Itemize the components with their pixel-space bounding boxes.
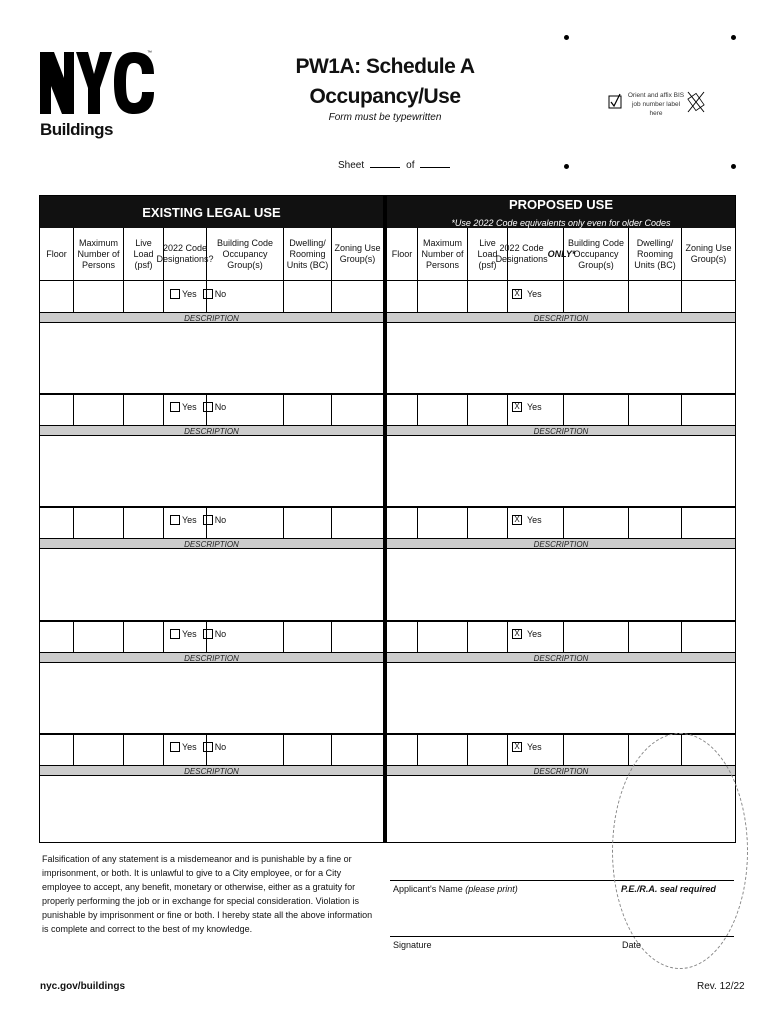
yes-checkbox-checked[interactable]: X xyxy=(512,742,522,752)
yes-label: Yes xyxy=(527,289,542,299)
proposed-occupancy-group-cell[interactable] xyxy=(564,620,629,652)
proposed-live-load-cell[interactable] xyxy=(468,280,508,312)
existing-designation-checkboxes xyxy=(170,402,226,412)
proposed-floor-cell[interactable] xyxy=(387,393,418,425)
no-label: No xyxy=(214,289,227,299)
proposed-designation-checkbox xyxy=(512,402,542,412)
existing-dwelling-units-cell[interactable] xyxy=(284,280,332,312)
yes-label: Yes xyxy=(182,402,197,412)
logo-buildings-text: Buildings xyxy=(40,120,113,139)
no-checkbox[interactable] xyxy=(203,629,213,639)
proposed-max-persons-cell[interactable] xyxy=(418,733,468,765)
existing-max-persons-cell[interactable] xyxy=(74,280,124,312)
no-checkbox[interactable] xyxy=(203,742,213,752)
proposed-description-area[interactable] xyxy=(387,663,735,723)
proposed-live-load-cell[interactable] xyxy=(468,620,508,652)
yes-checkbox[interactable] xyxy=(170,742,180,752)
proposed-occupancy-group-cell[interactable] xyxy=(564,280,629,312)
registration-dot xyxy=(564,164,569,169)
existing-description-area[interactable] xyxy=(40,549,383,609)
proposed-description-area[interactable] xyxy=(387,549,735,609)
yes-label: Yes xyxy=(182,629,197,639)
proposed-description-label: DESCRIPTION xyxy=(387,425,735,436)
proposed-floor-cell[interactable] xyxy=(387,733,418,765)
existing-floor-cell[interactable] xyxy=(40,506,74,538)
existing-description-area[interactable] xyxy=(40,776,383,836)
proposed-col-dwelling-units: Dwelling/ Rooming Units (BC) xyxy=(629,228,682,280)
existing-live-load-cell[interactable] xyxy=(124,506,164,538)
yes-label: Yes xyxy=(527,402,542,412)
existing-zoning-group-cell[interactable] xyxy=(332,280,383,312)
no-checkbox[interactable] xyxy=(203,289,213,299)
existing-dwelling-units-cell[interactable] xyxy=(284,393,332,425)
proposed-max-persons-cell[interactable] xyxy=(418,620,468,652)
proposed-zoning-group-cell[interactable] xyxy=(682,393,735,425)
no-label: No xyxy=(214,629,227,639)
of-label: of xyxy=(406,160,415,171)
existing-description-label: DESCRIPTION xyxy=(40,538,383,549)
date-label: Date xyxy=(622,940,642,950)
proposed-zoning-group-cell[interactable] xyxy=(682,506,735,538)
existing-use-heading: EXISTING LEGAL USE xyxy=(142,205,281,220)
proposed-zoning-group-cell[interactable] xyxy=(682,280,735,312)
existing-max-persons-cell[interactable] xyxy=(74,620,124,652)
trademark-symbol: ™ xyxy=(147,50,152,56)
title-line-1: PW1A: Schedule A xyxy=(295,55,475,78)
existing-designation-checkboxes xyxy=(170,742,226,752)
proposed-description-area[interactable] xyxy=(387,323,735,383)
existing-designation-checkboxes xyxy=(170,629,226,639)
existing-live-load-cell[interactable] xyxy=(124,620,164,652)
applicant-name-text: Applicant's Name xyxy=(393,884,463,894)
yes-checkbox-checked[interactable]: X xyxy=(512,289,522,299)
sheet-field[interactable] xyxy=(370,167,400,168)
existing-designation-checkboxes xyxy=(170,289,226,299)
existing-live-load-cell[interactable] xyxy=(124,280,164,312)
yes-checkbox[interactable] xyxy=(170,629,180,639)
proposed-max-persons-cell[interactable] xyxy=(418,280,468,312)
form-title xyxy=(270,52,500,112)
registration-dot xyxy=(731,164,736,169)
seal-required-label: P.E./R.A. seal required xyxy=(621,884,716,894)
yes-checkbox[interactable] xyxy=(170,402,180,412)
existing-col-live-load: Live Load (psf) xyxy=(124,228,164,280)
only-emphasis: ONLY* xyxy=(547,248,576,259)
existing-col-zoning-group: Zoning Use Group(s) xyxy=(334,243,381,264)
seal-circle xyxy=(612,733,748,969)
existing-max-persons-cell[interactable] xyxy=(74,506,124,538)
signature-label: Signature xyxy=(393,940,432,950)
yes-checkbox-checked[interactable]: X xyxy=(512,515,522,525)
occupancy-table xyxy=(39,195,736,843)
existing-max-persons-cell[interactable] xyxy=(74,733,124,765)
existing-description-label: DESCRIPTION xyxy=(40,425,383,436)
no-label: No xyxy=(214,515,227,525)
proposed-live-load-cell[interactable] xyxy=(468,393,508,425)
proposed-occupancy-group-cell[interactable] xyxy=(564,733,629,765)
existing-description-label: DESCRIPTION xyxy=(40,652,383,663)
proposed-dwelling-units-cell[interactable] xyxy=(629,393,682,425)
existing-col-max-persons: Maximum Number of Persons xyxy=(74,228,124,280)
proposed-description-label: DESCRIPTION xyxy=(387,538,735,549)
title-line-2: Occupancy/Use xyxy=(309,85,461,108)
proposed-live-load-cell[interactable] xyxy=(468,733,508,765)
existing-description-area[interactable] xyxy=(40,663,383,723)
proposed-floor-cell[interactable] xyxy=(387,280,418,312)
proposed-use-heading: PROPOSED USE xyxy=(508,197,614,212)
signature-line[interactable] xyxy=(390,936,734,937)
existing-live-load-cell[interactable] xyxy=(124,733,164,765)
proposed-dwelling-units-cell[interactable] xyxy=(629,280,682,312)
existing-floor-cell[interactable] xyxy=(40,733,74,765)
proposed-col-live-load: Live Load (psf) xyxy=(468,228,508,280)
existing-description-label: DESCRIPTION xyxy=(40,312,383,323)
proposed-designation-checkbox xyxy=(512,629,542,639)
existing-zoning-group-cell[interactable] xyxy=(332,733,383,765)
existing-live-load-cell[interactable] xyxy=(124,393,164,425)
yes-checkbox-checked[interactable]: X xyxy=(512,402,522,412)
no-checkbox[interactable] xyxy=(203,402,213,412)
applicant-name-label xyxy=(393,884,518,894)
applicant-name-hint: (please print) xyxy=(465,884,518,894)
proposed-zoning-group-cell[interactable] xyxy=(682,620,735,652)
proposed-live-load-cell[interactable] xyxy=(468,506,508,538)
proposed-dwelling-units-cell[interactable] xyxy=(629,506,682,538)
yes-label: Yes xyxy=(527,629,542,639)
proposed-designation-checkbox xyxy=(512,742,542,752)
website-link[interactable]: nyc.gov/buildings xyxy=(40,981,126,992)
proposed-max-persons-cell[interactable] xyxy=(418,393,468,425)
existing-max-persons-cell[interactable] xyxy=(74,393,124,425)
existing-floor-cell[interactable] xyxy=(40,280,74,312)
proposed-designation-checkbox xyxy=(512,289,542,299)
yes-label: Yes xyxy=(527,515,542,525)
existing-zoning-group-cell[interactable] xyxy=(332,506,383,538)
nyc-logo xyxy=(40,48,155,118)
proposed-col-zoning-group: Zoning Use Group(s) xyxy=(685,243,732,264)
label-instruction: Orient and affix BIS job number label here xyxy=(627,92,685,117)
form-subtitle: Form must be typewritten xyxy=(328,112,442,123)
sheet-number xyxy=(338,160,456,171)
registration-dot xyxy=(731,35,736,40)
existing-description-area[interactable] xyxy=(40,436,383,496)
sheet-label: Sheet xyxy=(338,160,365,171)
existing-use-heading-bar xyxy=(40,196,383,228)
sheet-total-field[interactable] xyxy=(420,167,450,168)
yes-checkbox[interactable] xyxy=(170,515,180,525)
proposed-floor-cell[interactable] xyxy=(387,620,418,652)
existing-col-code-designations: 2022 Code Designations? xyxy=(164,228,207,280)
existing-dwelling-units-cell[interactable] xyxy=(284,733,332,765)
yes-label: Yes xyxy=(182,515,197,525)
proposed-designation-checkbox xyxy=(512,515,542,525)
no-checkbox[interactable] xyxy=(203,515,213,525)
proposed-col-floor: Floor xyxy=(387,228,418,280)
existing-zoning-group-cell[interactable] xyxy=(332,393,383,425)
yes-label: Yes xyxy=(182,289,197,299)
existing-description-label: DESCRIPTION xyxy=(40,765,383,776)
proposed-occupancy-group-cell[interactable] xyxy=(564,506,629,538)
proposed-col-code-designations: 2022 Code Designations ONLY* xyxy=(508,228,564,280)
yes-label: Yes xyxy=(182,742,197,752)
no-label: No xyxy=(214,402,227,412)
proposed-floor-cell[interactable] xyxy=(387,506,418,538)
existing-col-occupancy-group: Building Code Occupancy Group(s) xyxy=(207,228,284,280)
existing-description-area[interactable] xyxy=(40,323,383,383)
proposed-max-persons-cell[interactable] xyxy=(418,506,468,538)
yes-checkbox[interactable] xyxy=(170,289,180,299)
proposed-dwelling-units-cell[interactable] xyxy=(629,620,682,652)
yes-label: Yes xyxy=(527,742,542,752)
proposed-description-label: DESCRIPTION xyxy=(387,765,735,776)
no-label: No xyxy=(214,742,227,752)
existing-dwelling-units-cell[interactable] xyxy=(284,506,332,538)
existing-dwelling-units-cell[interactable] xyxy=(284,620,332,652)
existing-col-floor: Floor xyxy=(40,228,74,280)
proposed-description-area[interactable] xyxy=(387,436,735,496)
existing-floor-cell[interactable] xyxy=(40,620,74,652)
existing-floor-cell[interactable] xyxy=(40,393,74,425)
proposed-col-occupancy-group: Building Code Occupancy Group(s) xyxy=(564,228,629,280)
existing-col-dwelling-units: Dwelling/ Rooming Units (BC) xyxy=(284,228,332,280)
proposed-description-label: DESCRIPTION xyxy=(387,652,735,663)
falsification-notice: Falsification of any statement is a misdemeanor and is punishable by a fine or imprisonment, or both. It is unlawful to give to a City employee, or for a City employee to accept, any benefit, monetary or otherwise, either as a gratuity for properly performing the job or in exchange for special consideration. Violation is punishable by imprisonment or fine or both. I hereby state all the above information is complete and correct to the best of my knowledge. xyxy=(42,854,373,934)
proposed-col-max-persons: Maximum Number of Persons xyxy=(418,228,468,280)
proposed-occupancy-group-cell[interactable] xyxy=(564,393,629,425)
registration-dot xyxy=(564,35,569,40)
existing-zoning-group-cell[interactable] xyxy=(332,620,383,652)
existing-designation-checkboxes xyxy=(170,515,226,525)
yes-checkbox-checked[interactable]: X xyxy=(512,629,522,639)
proposed-description-label: DESCRIPTION xyxy=(387,312,735,323)
proposed-use-note: *Use 2022 Code equivalents only even for older Codes xyxy=(451,218,671,228)
revision-text: Rev. 12/22 xyxy=(697,981,745,992)
